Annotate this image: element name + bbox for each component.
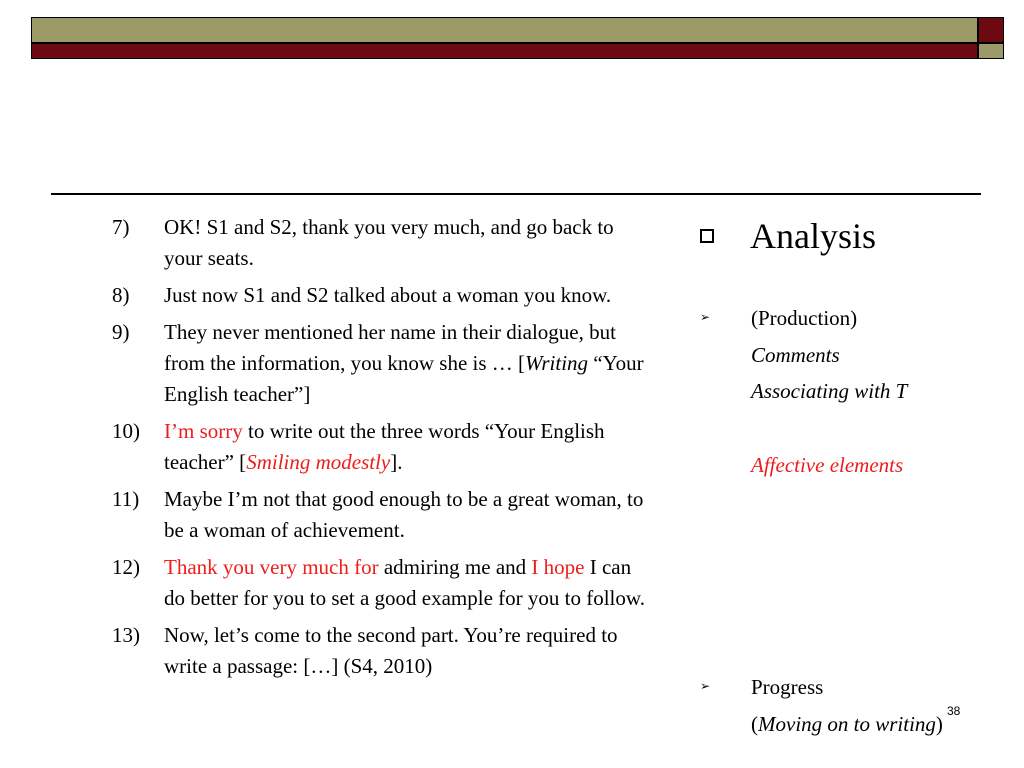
dialogue-item-number: 10) bbox=[112, 419, 140, 443]
dialogue-item bbox=[112, 484, 652, 546]
progress-label: Progress bbox=[751, 675, 824, 699]
associating-label: Associating with T bbox=[751, 379, 908, 403]
text-segment: to write out the three words “Your English teacher” [ bbox=[164, 419, 605, 474]
dialogue-item-text bbox=[164, 484, 652, 546]
dialogue-item-number: 7) bbox=[112, 215, 130, 239]
text-segment: Maybe I’m not that good enough to be a great woman, to be a woman of achievement. bbox=[164, 487, 644, 542]
header-bar-red bbox=[31, 43, 978, 59]
dialogue-item-text bbox=[164, 212, 652, 274]
dialogue-item-text bbox=[164, 552, 652, 614]
dialogue-item bbox=[112, 620, 652, 682]
header-bar-olive bbox=[31, 17, 978, 43]
dialogue-item-text bbox=[164, 620, 652, 682]
dialogue-item bbox=[112, 212, 652, 274]
title-divider bbox=[51, 193, 981, 195]
dialogue-list bbox=[112, 212, 652, 688]
production-label: (Production) bbox=[751, 306, 858, 330]
text-segment: Thank you very much for bbox=[164, 555, 379, 579]
arrow-bullet-icon: ➢ bbox=[700, 679, 711, 693]
dialogue-item-number: 13) bbox=[112, 623, 140, 647]
text-segment: “Your English teacher”] bbox=[164, 351, 644, 406]
paren-open: ( bbox=[751, 712, 758, 736]
text-segment: They never mentioned her name in their dialogue, but from the information, you know she is … [ bbox=[164, 320, 616, 375]
text-segment: Now, let’s come to the second part. You’re required to write a passage: […] (S4, 2010) bbox=[164, 623, 618, 678]
dialogue-item-text bbox=[164, 317, 652, 410]
header-square-olive bbox=[978, 43, 1004, 59]
dialogue-item bbox=[112, 280, 652, 311]
dialogue-item bbox=[112, 416, 652, 478]
dialogue-item-text bbox=[164, 416, 652, 478]
dialogue-item-number: 9) bbox=[112, 320, 130, 344]
text-segment: ]. bbox=[390, 450, 403, 474]
dialogue-item-number: 8) bbox=[112, 283, 130, 307]
arrow-bullet-icon: ➢ bbox=[700, 310, 711, 324]
dialogue-item bbox=[112, 552, 652, 614]
text-segment: I hope bbox=[531, 555, 585, 579]
paren-close: ) bbox=[935, 712, 943, 736]
moving-label: Moving on to writing bbox=[758, 712, 936, 736]
analysis-label: Analysis bbox=[750, 216, 876, 256]
text-segment: I’m sorry bbox=[164, 419, 243, 443]
dialogue-item-text bbox=[164, 280, 652, 311]
dialogue-item-number: 12) bbox=[112, 555, 140, 579]
text-segment: admiring me and bbox=[378, 555, 532, 579]
dialogue-item bbox=[112, 317, 652, 410]
text-segment: OK! S1 and S2, thank you very much, and go back to your seats. bbox=[164, 215, 614, 270]
affective-label: Affective elements bbox=[751, 453, 904, 477]
hollow-square-bullet-icon bbox=[700, 229, 714, 243]
text-segment: Just now S1 and S2 talked about a woman you know. bbox=[164, 283, 612, 307]
text-segment: I can do better for you to set a good example for you to follow. bbox=[164, 555, 645, 610]
header-square-red bbox=[978, 17, 1004, 43]
slide-number: 38 bbox=[947, 704, 961, 718]
text-segment: Writing bbox=[525, 351, 589, 375]
moving-on-line bbox=[751, 709, 943, 739]
text-segment: Smiling modestly bbox=[246, 450, 391, 474]
dialogue-item-number: 11) bbox=[112, 487, 140, 511]
comments-label: Comments bbox=[751, 343, 840, 367]
analysis-heading bbox=[700, 214, 876, 258]
